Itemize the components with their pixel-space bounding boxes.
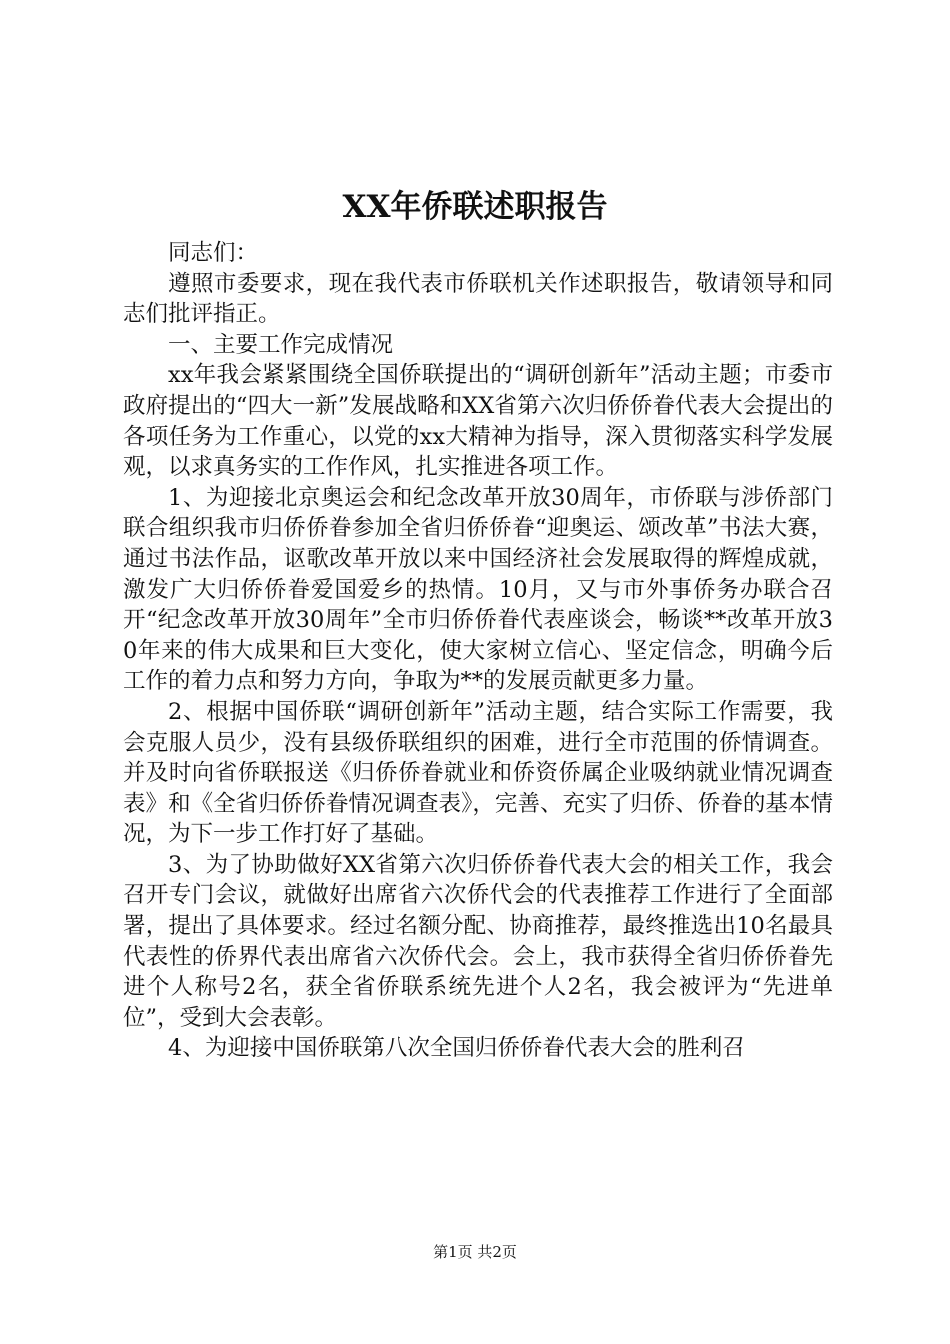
page-footer <box>0 1242 950 1262</box>
section-heading-main-work: 一、主要工作完成情况 <box>168 331 394 358</box>
document-title: XX年侨联述职报告 <box>342 189 608 225</box>
page-number: 第1页 <box>433 1243 473 1261</box>
paragraph-overview: xx年我会紧紧围绕全国侨联提出的“调研创新年”活动主题；市委市政府提出的“四大一新”发展战略和XX省第六次归侨侨眷代表大会提出的各项任务为工作重心，以党的xx大精神为指导，深入贯彻落实科学发展观，以求真务实的工作作风，扎实推进各项工作。 <box>123 362 833 481</box>
page-total: 共2页 <box>477 1243 517 1261</box>
paragraph-greeting: 同志们： <box>168 240 259 266</box>
paragraph-item-2: 2、根据中国侨联“调研创新年”活动主题，结合实际工作需要，我会克服人员少，没有县级侨联组织的困难，进行全市范围的侨情调查。并及时向省侨联报送《归侨侨眷就业和侨资侨属企业吸纳就业情况调查表》和《全省归侨侨眷情况调查表》，完善、充实了归侨、侨眷的基本情况，为下一步工作打好了基础。 <box>123 698 833 848</box>
paragraph-intro: 遵照市委要求，现在我代表市侨联机关作述职报告，敬请领导和同志们批评指正。 <box>123 270 833 328</box>
document-body <box>123 238 833 1064</box>
paragraph-item-3: 3、为了协助做好XX省第六次归侨侨眷代表大会的相关工作，我会召开专门会议，就做好出席省六次侨代会的代表推荐工作进行了全面部署，提出了具体要求。经过名额分配、协商推荐，最终推选出10名最具代表性的侨界代表出席省六次侨代会。会上，我市获得全省归侨侨眷先进个人称号2名，获全省侨联系统先进个人2名，我会被评为“先进单位”，受到大会表彰。 <box>123 851 833 1031</box>
paragraph-item-4: 4、为迎接中国侨联第八次全国归侨侨眷代表大会的胜利召 <box>168 1035 745 1062</box>
paragraph-item-1: 1、为迎接北京奥运会和纪念改革开放30周年，市侨联与涉侨部门联合组织我市归侨侨眷参加全省归侨侨眷“迎奥运、颂改革”书法大赛，通过书法作品，讴歌改革开放以来中国经济社会发展取得的辉煌成就，激发广大归侨侨眷爱国爱乡的热情。10月，又与市外事侨务办联合召开“纪念改革开放30周年”全市归侨侨眷代表座谈会，畅谈**改革开放30年来的伟大成果和巨大变化，使大家树立信心、坚定信念，明确今后工作的着力点和努力方向，争取为**的发展贡献更多力量。 <box>123 484 833 695</box>
